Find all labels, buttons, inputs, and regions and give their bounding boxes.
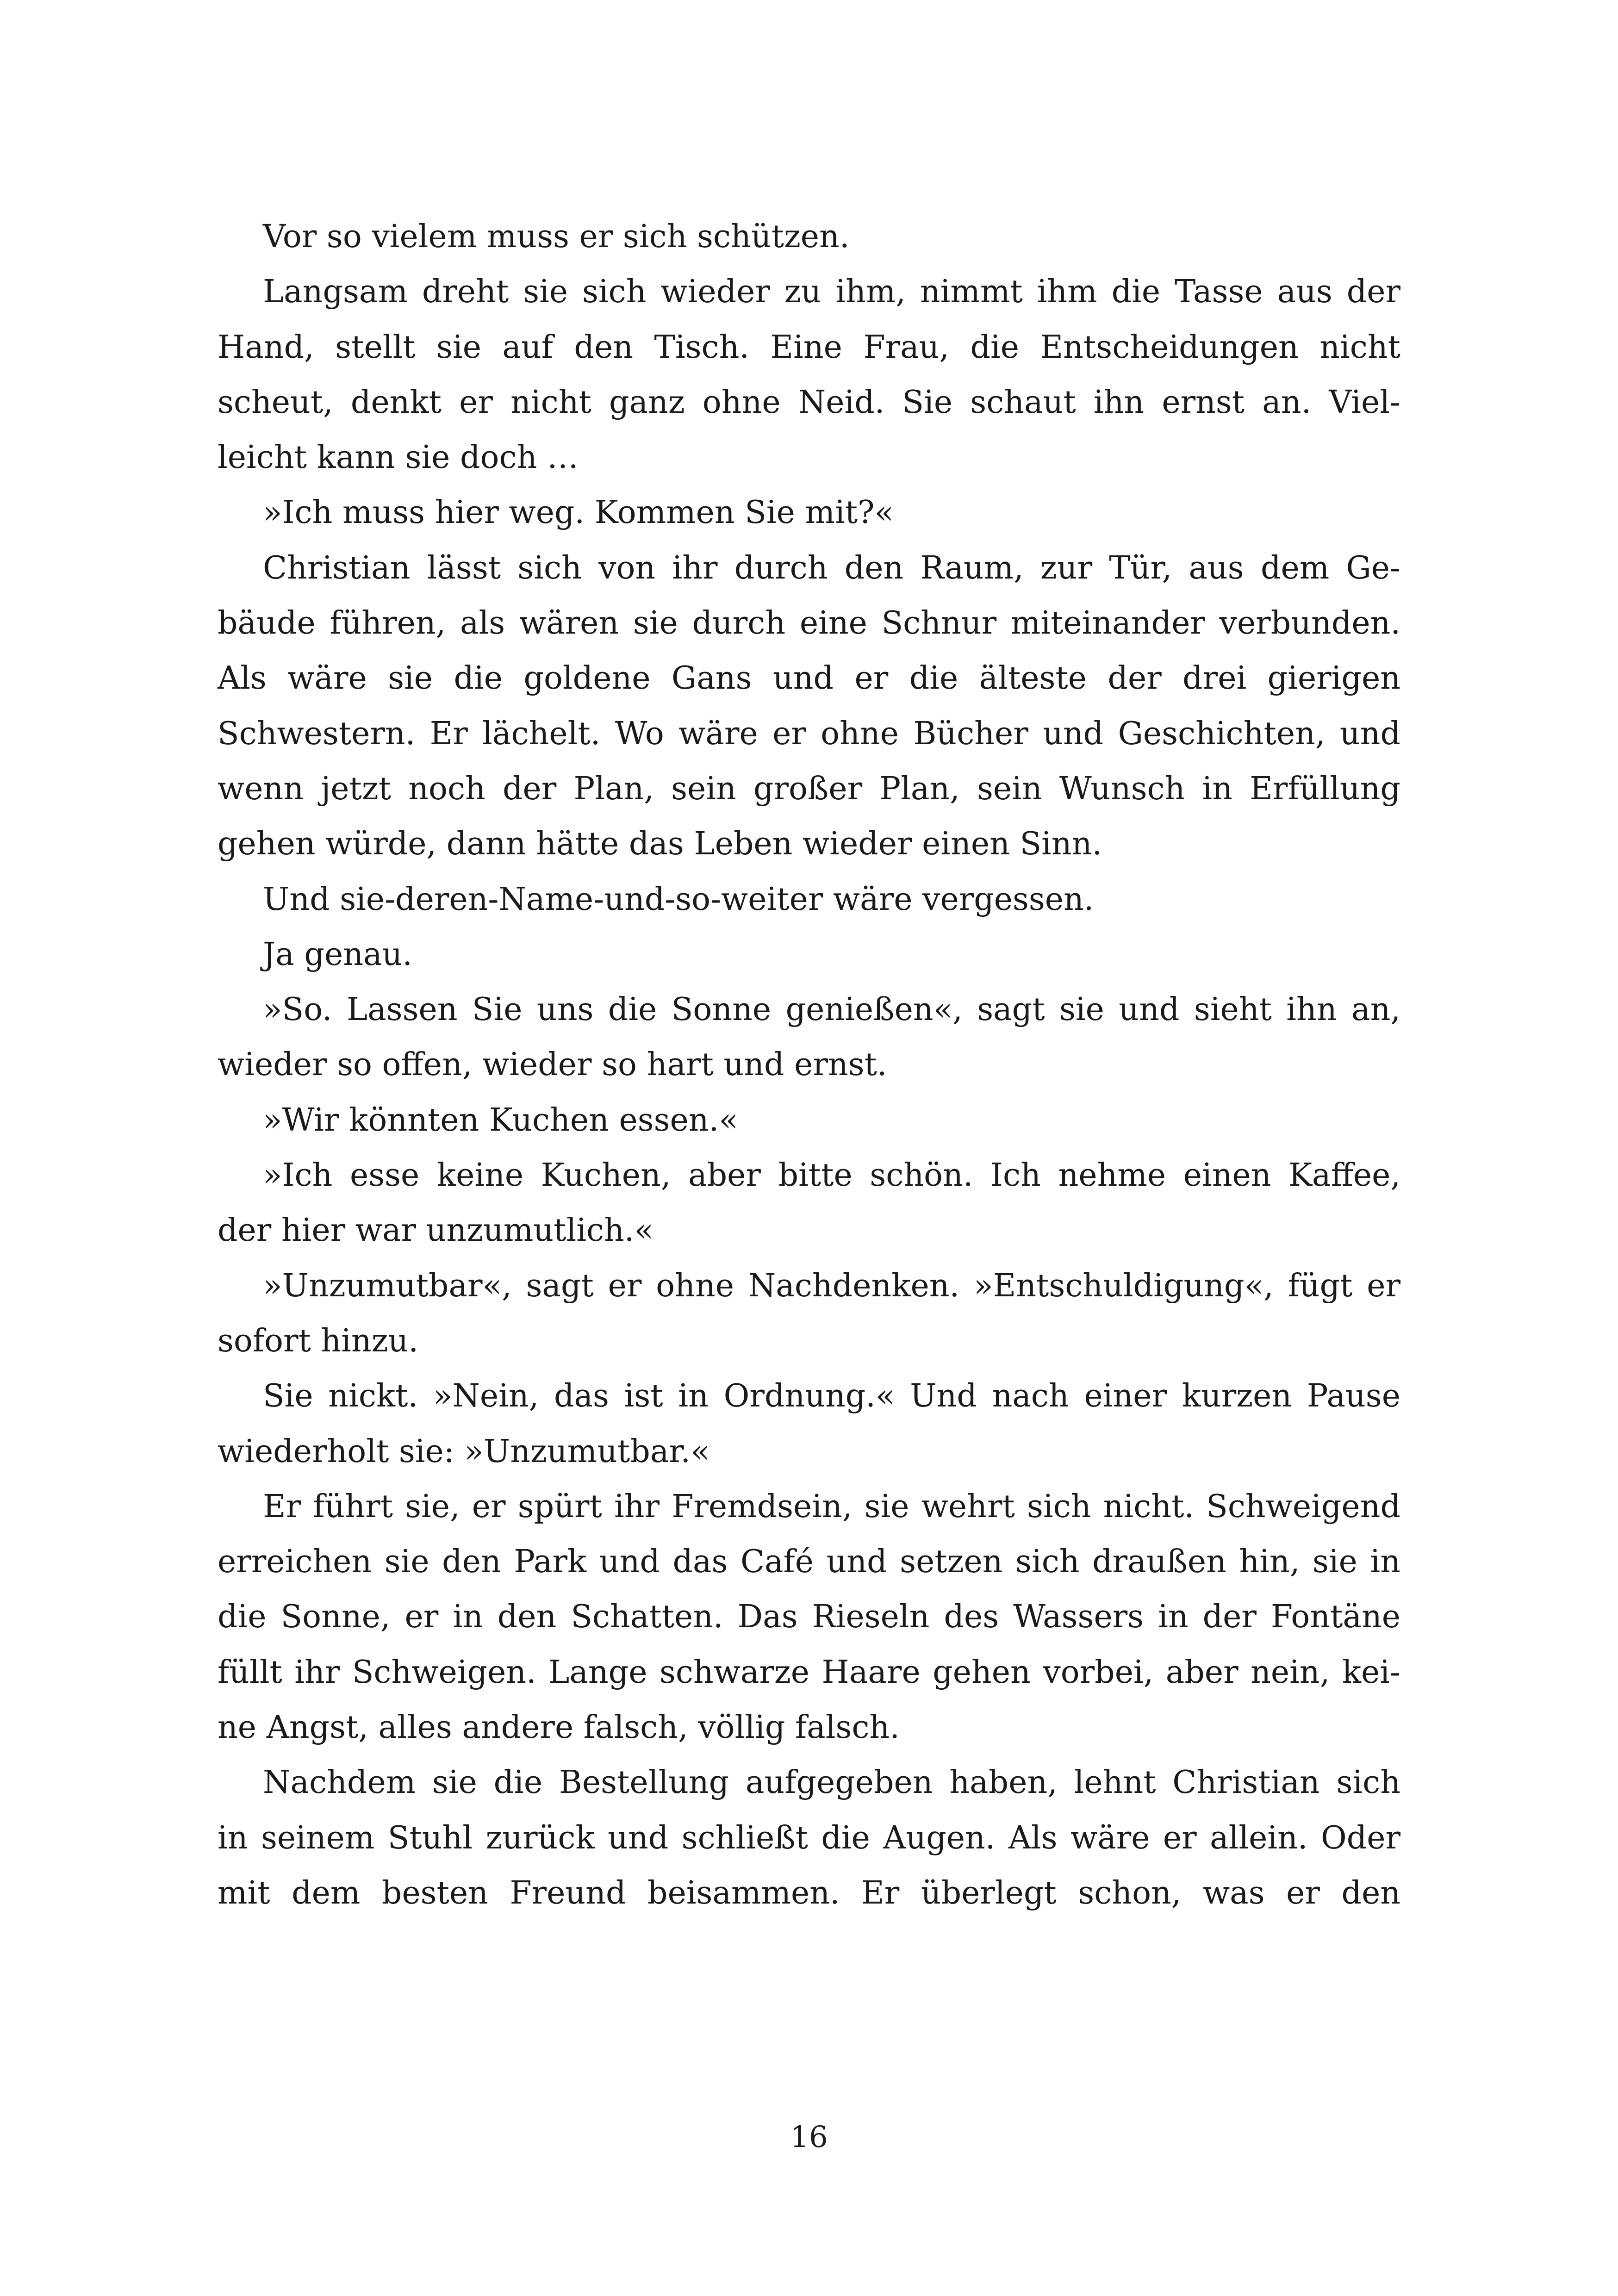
text-line: der hier war unzumutlich.« — [218, 1212, 654, 1249]
text-line: »Ich esse keine Kuchen, aber bitte schön. Ich nehme einen Kaffee, — [263, 1157, 1400, 1194]
body-text — [218, 209, 1400, 1921]
text-line: mit dem besten Freund beisammen. Er überlegt schon, was er den — [218, 1874, 1400, 1911]
text-line: »Wir könnten Kuchen essen.« — [263, 1101, 738, 1139]
page-number: 16 — [790, 2120, 828, 2154]
text-line: wiederholt sie: »Unzumutbar.« — [218, 1433, 710, 1470]
text-line: Nachdem sie die Bestellung aufgegeben haben, lehnt Christian sich — [263, 1764, 1400, 1801]
text-line: die Sonne, er in den Schatten. Das Rieseln des Wassers in der Fontäne — [218, 1599, 1400, 1636]
text-line: gehen würde, dann hätte das Leben wieder einen Sinn. — [218, 826, 1102, 863]
text-line: Hand, stellt sie auf den Tisch. Eine Frau, die Entscheidungen nicht — [218, 329, 1400, 366]
text-line: in seinem Stuhl zurück und schließt die Augen. Als wäre er allein. Oder — [218, 1819, 1400, 1856]
text-line: Sie nickt. »Nein, das ist in Ordnung.« Und nach einer kurzen Pause — [263, 1378, 1400, 1415]
text-line: wieder so offen, wieder so hart und ernst. — [218, 1046, 887, 1083]
text-line: Er führt sie, er spürt ihr Fremdsein, sie wehrt sich nicht. Schweigend — [263, 1488, 1400, 1525]
text-line: »Ich muss hier weg. Kommen Sie mit?« — [263, 494, 894, 531]
text-line: sofort hinzu. — [218, 1322, 418, 1359]
text-line: ne Angst, alles andere falsch, völlig falsch. — [218, 1709, 900, 1746]
text-line: »Unzumutbar«, sagt er ohne Nachdenken. »Entschuldigung«, fügt er — [263, 1267, 1400, 1304]
text-line: Ja genau. — [263, 936, 412, 973]
text-line: füllt ihr Schweigen. Lange schwarze Haare gehen vorbei, aber nein, kei- — [218, 1654, 1400, 1691]
text-line: leicht kann sie doch … — [218, 439, 579, 476]
text-line: Christian lässt sich von ihr durch den Raum, zur Tür, aus dem Ge- — [263, 549, 1400, 586]
text-line: »So. Lassen Sie uns die Sonne genießen«, sagt sie und sieht ihn an, — [263, 991, 1400, 1028]
text-line: Und sie-deren-Name-und-so-weiter wäre vergessen. — [263, 881, 1094, 918]
text-line: Schwestern. Er lächelt. Wo wäre er ohne Bücher und Geschichten, und — [218, 715, 1400, 752]
text-line: Vor so vielem muss er sich schützen. — [263, 218, 850, 255]
text-line: Als wäre sie die goldene Gans und er die älteste der drei gierigen — [218, 660, 1400, 697]
text-line: bäude führen, als wären sie durch eine Schnur miteinander verbunden. — [218, 605, 1400, 642]
text-line: wenn jetzt noch der Plan, sein großer Plan, sein Wunsch in Erfüllung — [218, 770, 1400, 807]
text-line: erreichen sie den Park und das Café und setzen sich draußen hin, sie in — [218, 1543, 1400, 1580]
text-line: Langsam dreht sie sich wieder zu ihm, nimmt ihm die Tasse aus der — [263, 274, 1400, 311]
text-line: scheut, denkt er nicht ganz ohne Neid. Sie schaut ihn ernst an. Viel- — [218, 384, 1400, 421]
